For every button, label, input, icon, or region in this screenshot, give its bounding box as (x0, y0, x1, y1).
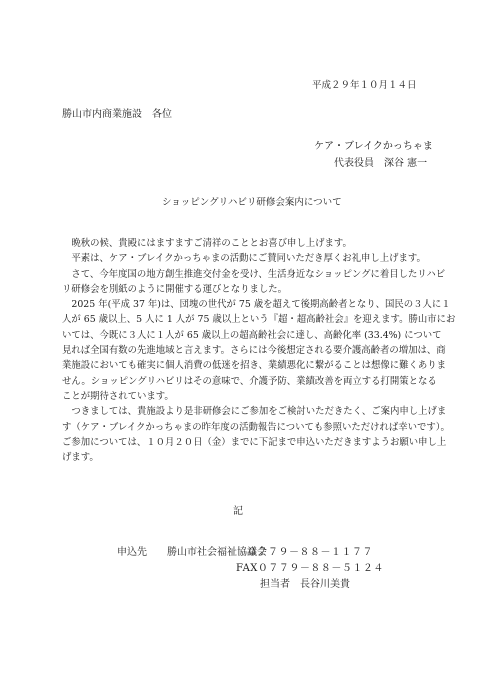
body-line: リ研修会を別紙のように開催する運びとなりました。 (62, 283, 288, 295)
letter-subject: ショッピングリハビリ研修会案内について (162, 197, 342, 208)
ki-heading: 記 (233, 506, 243, 517)
recipient: 勝山市内商業施設 各位 (62, 109, 172, 120)
body-line: げます。 (62, 452, 99, 464)
contact-fax: FAX０７７９－８８－５１２４ (236, 563, 384, 574)
letter-body (62, 236, 456, 465)
body-line: つきましては、貴施設より是非研修会にご参加をご検討いただきたく、ご案内申し上げま (62, 406, 447, 418)
body-line: 平素は、ケア・ブレイクかっちゃまの活動にご賛同いただき厚くお礼申し上げます。 (62, 253, 426, 265)
body-line: 2025 年(平成 37 年)は、団塊の世代が 75 歳を超えて後期高齢者となり、国民の３人に１ (62, 299, 451, 311)
sender-organization: ケア・ブレイクかっちゃま (314, 141, 433, 152)
body-line: 業施設においても確実に個人消費の低迷を招き、業績悪化に繋がることは想像に難くありま (62, 360, 447, 372)
contact-person: 担当者 長谷川美貴 (260, 579, 350, 590)
body-line: せん。ショッピングリハビリはその意味で、介護予防、業績改善を両立する打開策となる (62, 375, 437, 387)
sender-representative: 代表役員 深谷 憲一 (334, 158, 428, 169)
body-line: す（ケア・ブレイクかっちゃまの昨年度の活動報告についても参照いただければ幸いです）。 (62, 421, 450, 433)
letter-date: 平成２９年１０月１４日 (312, 80, 417, 91)
body-line: ことが期待されています。 (62, 390, 174, 402)
body-line: ご参加については、１０月２０日（金）までに下記まで申込いただきますようお願い申し上 (62, 436, 447, 448)
contact-label: 申込先 (117, 547, 147, 558)
body-line: さて、今年度国の地方創生推進交付金を受け、生活身近なショッピングに着目したリハビ (62, 268, 446, 280)
body-line: 人が 65 歳以上、5 人に 1 人が 75 歳以上という『超・超高齢社会』を迎えます。勝山市にお (62, 314, 456, 326)
contact-organization: 勝山市社会福祉協議会 (167, 547, 267, 558)
body-line: 見れば全国有数の先進地域と言えます。さらには今後想定される要介護高齢者の増加は、商 (62, 345, 446, 357)
body-line: 晩秋の候、貴殿にはますますご清祥のこととお喜び申し上げます。 (62, 238, 352, 249)
body-line: いては、今既に３人に１人が 65 歳以上の超高齢社会に達し、高齢化率 (33.4%) について (62, 329, 442, 341)
contact-phone: ０７７９－８８－１１７７ (247, 547, 373, 558)
